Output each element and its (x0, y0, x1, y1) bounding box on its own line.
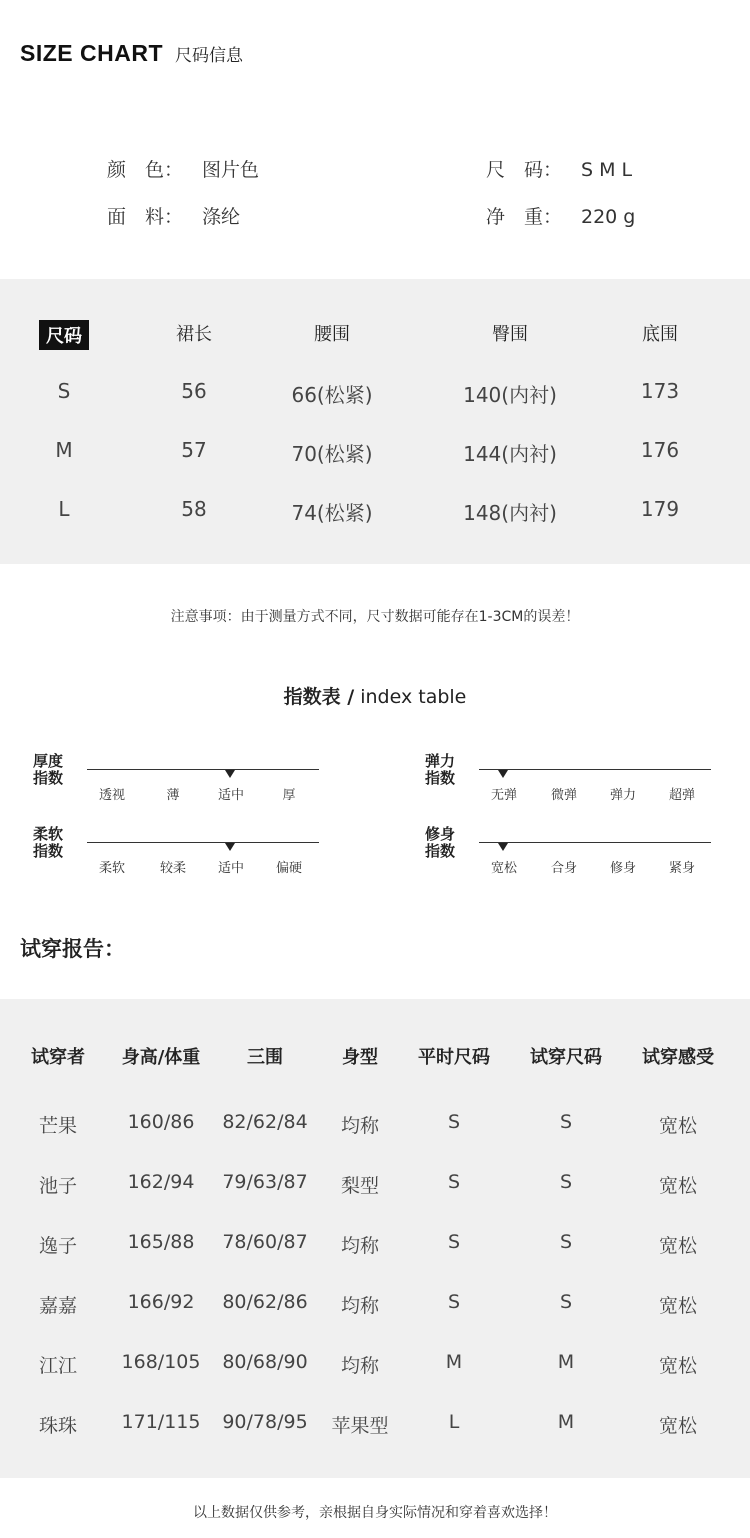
index-scale-label (33, 826, 73, 860)
report-table-cell: L (448, 1411, 460, 1433)
index-scale-line (479, 842, 711, 843)
report-table-cell: S (447, 1291, 461, 1313)
size-table-cell: 176 (640, 438, 680, 462)
index-title-cn: 指数表 / (283, 686, 355, 708)
report-table-cell: 嘉嘉 (38, 1295, 78, 1317)
report-table-cell: 80/62/86 (222, 1291, 308, 1313)
report-table-cell: 165/88 (127, 1231, 195, 1253)
report-table-cell: 160/86 (127, 1111, 195, 1133)
size-table-panel (0, 279, 750, 564)
report-header-cell: 三围 (247, 1047, 283, 1068)
report-table-cell: 宽松 (658, 1355, 698, 1377)
index-scale-option: 适中 (217, 788, 245, 803)
report-table-cell: 均称 (340, 1115, 380, 1137)
size-table-cell: 66(松紧) (291, 383, 373, 407)
index-scale-label (425, 753, 465, 787)
info-weight-label: 净 重： (486, 206, 563, 228)
index-scale-option: 微弹 (550, 788, 578, 803)
report-header-cell: 平时尺码 (418, 1047, 490, 1068)
report-table-cell: 162/94 (127, 1171, 195, 1193)
info-size-label: 尺 码： (486, 159, 563, 181)
index-scale-option: 较柔 (159, 861, 187, 876)
info-size-value: S M L (581, 159, 633, 181)
report-table-cell: S (447, 1231, 461, 1253)
report-table-cell: 均称 (340, 1235, 380, 1257)
report-table-cell: 宽松 (658, 1295, 698, 1317)
report-table-cell: 江江 (38, 1355, 78, 1377)
index-scale-option: 无弹 (490, 788, 518, 803)
info-color (107, 155, 259, 182)
index-scale-line (479, 769, 711, 770)
index-scale-option: 合身 (550, 861, 578, 876)
report-header-cell: 试穿尺码 (530, 1047, 602, 1068)
report-table-cell: 78/60/87 (222, 1231, 308, 1253)
report-table-cell: S (447, 1171, 461, 1193)
size-table-cell: S (57, 379, 71, 403)
report-table-cell: 168/105 (121, 1351, 201, 1373)
info-fabric-value: 涤纶 (202, 206, 241, 228)
index-scale-option: 修身 (609, 861, 637, 876)
index-scale-label-line: 指数 (33, 769, 64, 787)
info-fabric (107, 202, 240, 229)
size-table-cell: 144(内衬) (463, 442, 557, 466)
report-table-cell: 宽松 (658, 1235, 698, 1257)
index-scale-label-line: 厚度 (33, 752, 64, 770)
size-table-cell: 56 (181, 379, 207, 403)
size-table-cell: 179 (640, 497, 680, 521)
report-table-cell: 171/115 (121, 1411, 201, 1433)
title-cn: 尺码信息 (175, 46, 243, 66)
report-table-cell: M (557, 1411, 575, 1433)
size-table-cell: 58 (181, 497, 207, 521)
report-table-cell: S (559, 1231, 573, 1253)
index-scale-label-line: 指数 (425, 842, 456, 860)
report-table-cell: 80/68/90 (222, 1351, 308, 1373)
size-table-cell: 70(松紧) (291, 442, 373, 466)
report-table-cell: 82/62/84 (222, 1111, 308, 1133)
size-chart-header (20, 40, 243, 67)
size-header-cell: 尺码 (39, 320, 89, 350)
index-scale-line (87, 842, 319, 843)
report-table-cell: 珠珠 (38, 1415, 78, 1437)
index-scale-option: 超弹 (668, 788, 696, 803)
size-table-cell: 148(内衬) (463, 501, 557, 525)
index-scale-option: 透视 (98, 788, 126, 803)
size-table-cell: M (55, 438, 73, 462)
info-weight (486, 202, 635, 229)
index-scale-marker (498, 843, 508, 851)
size-header-cell: 腰围 (314, 324, 350, 345)
index-scale-option: 紧身 (668, 861, 696, 876)
index-scale-option: 宽松 (490, 861, 518, 876)
report-table-cell: M (445, 1351, 463, 1373)
index-scale-option: 适中 (217, 861, 245, 876)
info-fabric-label: 面 料： (107, 206, 184, 228)
size-table-cell: L (58, 497, 70, 521)
index-title (0, 682, 750, 709)
size-table-cell: 140(内衬) (463, 383, 557, 407)
index-scale-label (425, 826, 465, 860)
info-size (486, 155, 632, 182)
report-table-cell: 宽松 (658, 1415, 698, 1437)
report-table-cell: 79/63/87 (222, 1171, 308, 1193)
report-header-cell: 试穿感受 (642, 1047, 714, 1068)
report-table-cell: 宽松 (658, 1175, 698, 1197)
footer-note: 以上数据仅供参考，亲根据自身实际情况和穿着喜欢选择！ (193, 1505, 557, 1521)
report-table-cell: 均称 (340, 1295, 380, 1317)
index-scale-label-line: 指数 (33, 842, 64, 860)
report-header-cell: 试穿者 (31, 1047, 85, 1068)
info-weight-value: 220 g (581, 206, 636, 228)
size-header-cell: 裙长 (176, 324, 212, 345)
size-table-cell: 173 (640, 379, 680, 403)
info-color-value: 图片色 (202, 159, 260, 181)
index-scale-label-line: 柔软 (33, 825, 64, 843)
report-table-cell: 苹果型 (331, 1415, 389, 1437)
title-en: SIZE CHART (20, 40, 163, 66)
index-scale-marker (498, 770, 508, 778)
index-scale-marker (225, 843, 235, 851)
report-table-cell: S (559, 1171, 573, 1193)
index-title-en: index table (354, 686, 467, 708)
info-color-label: 颜 色： (107, 159, 184, 181)
size-header-cell: 臀围 (492, 324, 528, 345)
report-table-cell: S (559, 1291, 573, 1313)
index-scale-option: 柔软 (98, 861, 126, 876)
report-table-cell: 90/78/95 (222, 1411, 308, 1433)
index-scale-option: 厚 (282, 788, 296, 803)
size-header-cell: 底围 (642, 324, 678, 345)
index-scale-label-line: 弹力 (425, 752, 456, 770)
report-table-cell: 池子 (38, 1175, 78, 1197)
index-scale-label-line: 修身 (425, 825, 456, 843)
report-table-cell: 宽松 (658, 1115, 698, 1137)
index-scale-line (87, 769, 319, 770)
size-table-cell: 57 (181, 438, 207, 462)
report-table-cell: S (447, 1111, 461, 1133)
size-table-cell: 74(松紧) (291, 501, 373, 525)
report-table-cell: 均称 (340, 1355, 380, 1377)
index-scale-label (33, 753, 73, 787)
report-table-cell: S (559, 1111, 573, 1133)
index-scale-label-line: 指数 (425, 769, 456, 787)
index-scale-option: 弹力 (609, 788, 637, 803)
index-scale-option: 偏硬 (275, 861, 303, 876)
report-table-cell: M (557, 1351, 575, 1373)
report-header-cell: 身高/体重 (121, 1047, 201, 1068)
report-table-cell: 芒果 (38, 1115, 78, 1137)
report-title: 试穿报告： (20, 937, 125, 961)
measurement-note: 注意事项：由于测量方式不同，尺寸数据可能存在1-3CM的误差！ (170, 609, 580, 625)
report-header-cell: 身型 (342, 1047, 378, 1068)
report-table-cell: 逸子 (38, 1235, 78, 1257)
report-table-cell: 166/92 (127, 1291, 195, 1313)
index-scale-option: 薄 (166, 788, 180, 803)
report-table-cell: 梨型 (340, 1175, 380, 1197)
index-scale-marker (225, 770, 235, 778)
